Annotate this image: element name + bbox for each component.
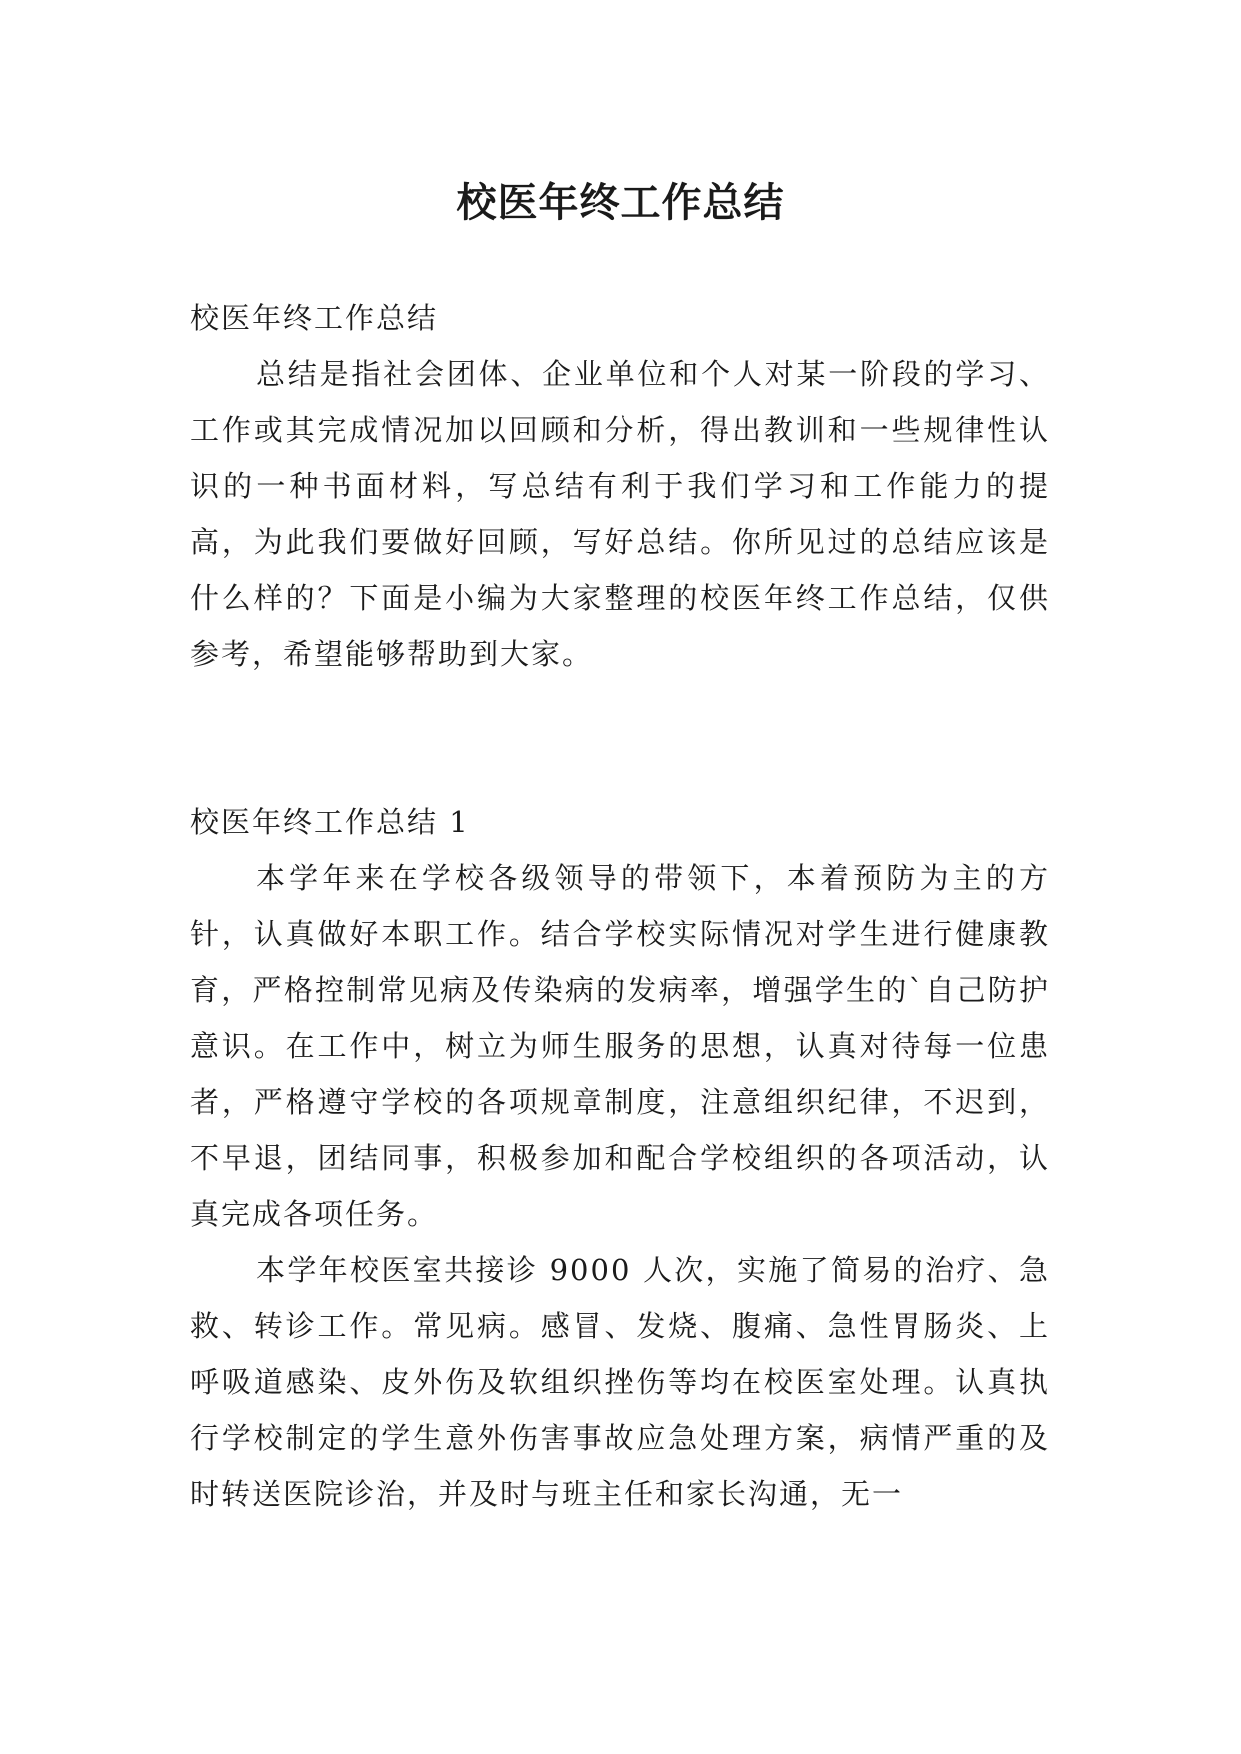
intro-paragraph: 总结是指社会团体、企业单位和个人对某一阶段的学习、工作或其完成情况加以回顾和分析，得出教训和一些规律性认识的一种书面材料，写总结有利于我们学习和工作能力的提高，为此我们要做好回顾，写好总结。你所见过的总结应该是什么样的？下面是小编为大家整理的校医年终工作总结，仅供参考，希望能够帮助到大家。: [190, 357, 1050, 671]
intro-heading: 校医年终工作总结: [190, 301, 439, 335]
document-title: 校医年终工作总结: [456, 178, 785, 226]
section1-heading: 校医年终工作总结 1: [190, 805, 470, 839]
section1-paragraph-2: 本学年校医室共接诊 9000 人次，实施了简易的治疗、急救、转诊工作。常见病。感冒、发烧、腹痛、急性胃肠炎、上呼吸道感染、皮外伤及软组织挫伤等均在校医室处理。认真执行学校制定的学生意外伤害事故应急处理方案，病情严重的及时转送医院诊治，并及时与班主任和家长沟通，无一: [190, 1253, 1050, 1511]
section1-paragraph-1: 本学年来在学校各级领导的带领下，本着预防为主的方针，认真做好本职工作。结合学校实际情况对学生进行健康教育，严格控制常见病及传染病的发病率，增强学生的`自己防护意识。在工作中，树立为师生服务的思想，认真对待每一位患者，严格遵守学校的各项规章制度，注意组织纪律，不迟到，不早退，团结同事，积极参加和配合学校组织的各项活动，认真完成各项任务。: [190, 861, 1050, 1231]
section-spacer: [190, 682, 1050, 794]
document-body: [190, 290, 1050, 1522]
